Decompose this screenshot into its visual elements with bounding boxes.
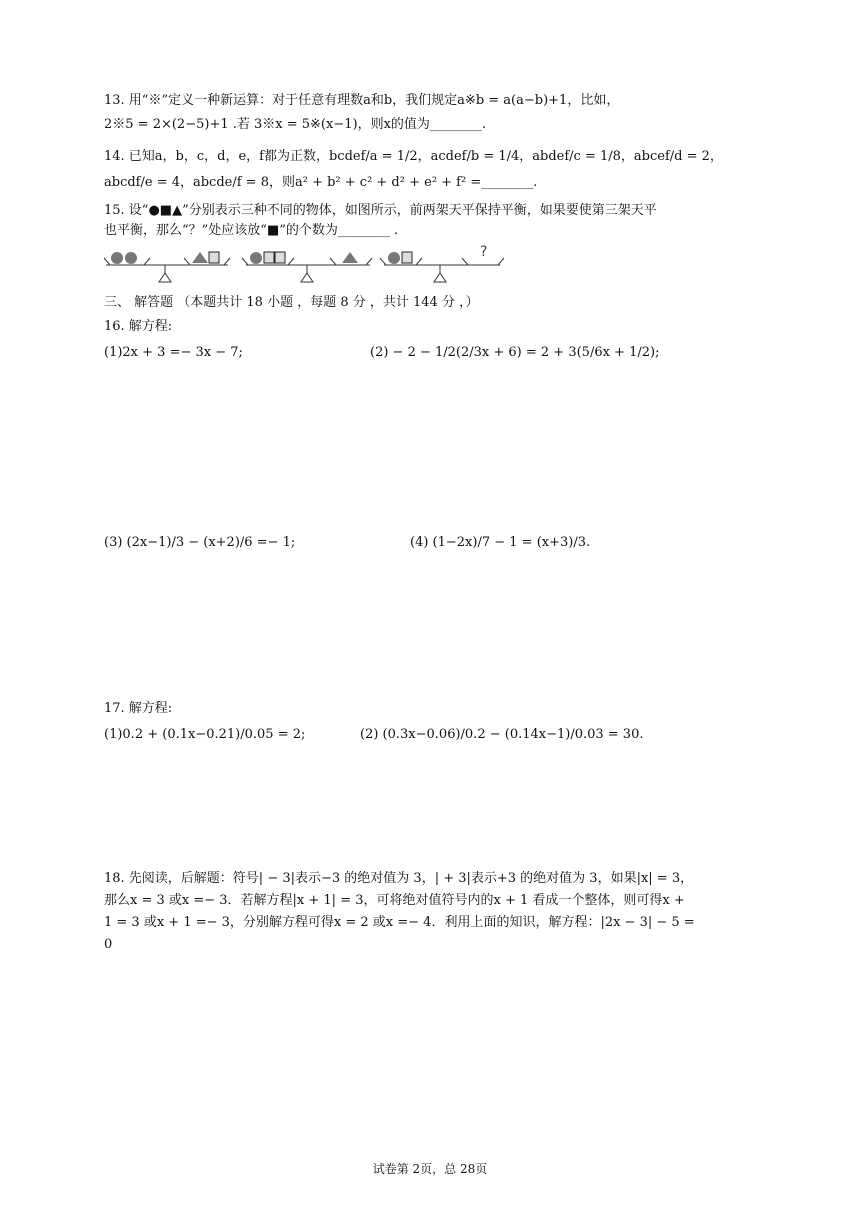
q13-line2: 2※5 = 2×(2−5)+1 .若 3※x = 5※(x−1)，则x的值为________. [104,117,487,132]
q16-part4: (4) (1−2x)/7 − 1 = (x+3)/3. [410,535,591,550]
q17-title: 17. 解方程: [104,701,173,716]
scale-1 [104,252,230,282]
q13-line1: 13. 用“※”定义一种新运算：对于任意有理数a和b，我们规定a※b = a(a−b)+1，比如， [104,93,620,108]
square-object [209,252,219,263]
scale-2 [242,252,372,282]
q16-part1: (1)2x + 3 =− 3x − 7; [104,345,243,360]
question-mark: ? [480,244,488,260]
q18-line1: 18. 先阅读，后解题：符号| − 3|表示−3 的绝对值为 3，| + 3|表示+3 的绝对值为 3，如果|x| = 3， [104,871,694,886]
triangle-object [192,252,208,263]
section-header: 三、 解答题 （本题共计 18 小题 ，每题 8 分 ，共计 144 分 ，） [104,295,479,310]
q15-line2: 也平衡，那么“？”处应该放“■”的个数为________ . [104,223,399,238]
scale-3 [380,244,504,282]
q14-line2: abcdf/e = 4，abcde/f = 8，则a² + b² + c² + d² + e² + f² =________. [104,175,538,190]
q17-part1: (1)0.2 + (0.1x−0.21)/0.05 = 2; [104,727,306,742]
circle-object [250,252,262,264]
page-footer: 试卷第 2页，总 28页 [372,1162,488,1176]
fulcrum [301,273,313,282]
triangle-object [342,252,358,263]
square-object [402,252,412,263]
q16-title: 16. 解方程: [104,319,173,334]
q17-part2: (2) (0.3x−0.06)/0.2 − (0.14x−1)/0.03 = 30. [360,727,644,742]
square-object [264,252,274,263]
q14-line1: 14. 已知a，b，c，d，e，f都为正数，bcdef/a = 1/2，acdef/b = 1/4，abdef/c = 1/8，abcef/d = 2， [104,149,723,164]
q16-part3: (3) (2x−1)/3 − (x+2)/6 =− 1; [104,535,296,550]
fulcrum [159,273,171,282]
balance-scales-figure [100,240,510,290]
circle-object [388,252,400,264]
square-object [275,252,285,263]
q16-part2: (2) − 2 − 1/2(2/3x + 6) = 2 + 3(5/6x + 1/2); [370,345,660,360]
q18-line2: 那么x = 3 或x =− 3．若解方程|x + 1| = 3，可将绝对值符号内的x + 1 看成一个整体，则可得x + [104,893,685,908]
q15-line1: 15. 设“●■▲”分别表示三种不同的物体，如图所示，前两架天平保持平衡，如果要使第三架天平 [104,203,657,218]
q18-line4: 0 [104,937,113,952]
circle-object [125,252,137,264]
q18-line3: 1 = 3 或x + 1 =− 3，分别解方程可得x = 2 或x =− 4．利用上面的知识，解方程：|2x − 3| − 5 = [104,915,695,930]
circle-object [111,252,123,264]
fulcrum [434,273,446,282]
